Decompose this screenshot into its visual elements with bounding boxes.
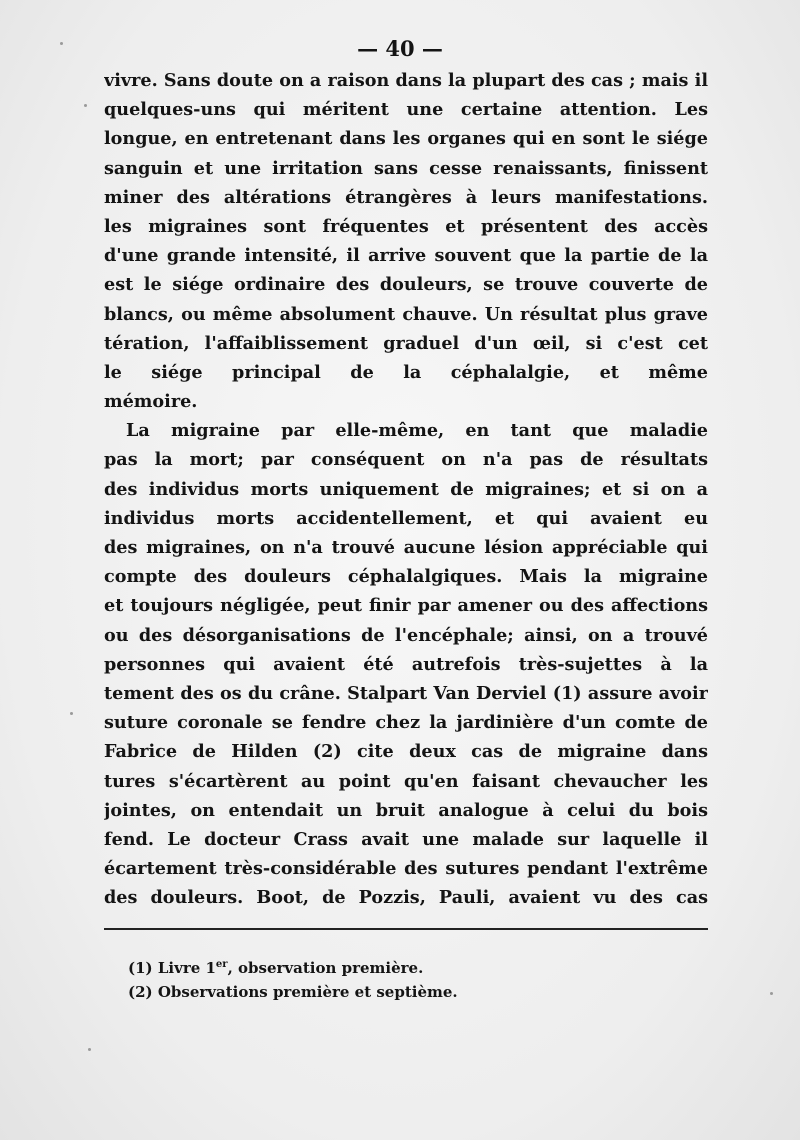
- text-line: vivre. Sans doute on a raison dans la plupart des cas ; mais il: [104, 70, 708, 91]
- text-line: des migraines, on n'a trouvé aucune lésion appréciable qui: [104, 537, 708, 559]
- text-line: Fabrice de Hilden (2) cite deux cas de migraine dans: [104, 741, 708, 763]
- footnote-1: [128, 953, 458, 980]
- footnote-1-rest: , observation première.: [227, 959, 424, 977]
- text-line: d'une grande intensité, il arrive souvent que la partie de la: [104, 245, 708, 267]
- text-line: jointes, on entendait un bruit analogue à celui du bois: [104, 799, 708, 821]
- footnotes: [128, 953, 458, 1004]
- paper-speck: [88, 1048, 91, 1051]
- text-line: ou des désorganisations de l'encéphale; ainsi, on a trouvé: [104, 624, 708, 646]
- text-line: tération, l'affaiblissement graduel d'un œil, si c'est cet: [104, 332, 708, 354]
- paper-speck: [70, 712, 73, 715]
- text-line: et toujours négligée, peut finir par amener ou des affections: [104, 595, 708, 617]
- page-number: — 40 —: [357, 36, 443, 61]
- text-line: écartement très-considérable des sutures pendant l'extrême: [104, 858, 708, 880]
- text-line: longue, en entretenant dans les organes qui en sont le siége: [104, 128, 708, 150]
- text-line: compte des douleurs céphalalgiques. Mais la migraine: [104, 566, 708, 588]
- text-line: sanguin et une irritation sans cesse renaissants, finissent: [104, 157, 708, 179]
- text-line: mémoire.: [104, 391, 198, 413]
- text-line: pas la mort; par conséquent on n'a pas de résultats: [104, 449, 708, 471]
- text-line: tures s'écartèrent au point qu'en faisant chevaucher les: [104, 770, 708, 792]
- text-line: les migraines sont fréquentes et présentent des accès: [104, 215, 708, 237]
- text-line: blancs, ou même absolument chauve. Un résultat plus grave: [104, 303, 708, 325]
- paper-speck: [60, 42, 63, 45]
- text-line: La migraine par elle-même, en tant que maladie: [126, 420, 708, 442]
- footnote-1-text: (1) Livre 1: [128, 959, 216, 977]
- text-line: est le siége ordinaire des douleurs, se trouve couverte de: [104, 274, 708, 296]
- text-line: quelques-uns qui méritent une certaine attention. Les: [104, 99, 708, 121]
- text-line: personnes qui avaient été autrefois très-sujettes à la: [104, 653, 708, 675]
- footnote-divider: [104, 928, 708, 930]
- footnote-1-superscript: er: [215, 959, 228, 970]
- text-line: suture coronale se fendre chez la jardinière d'un comte de: [104, 712, 708, 734]
- footnote-2: (2) Observations première et septième.: [128, 983, 458, 1001]
- text-line: le siége principal de la céphalalgie, et même: [104, 361, 708, 383]
- text-line: miner des altérations étrangères à leurs manifestations.: [104, 186, 708, 208]
- paper-speck: [770, 992, 773, 995]
- paper-speck: [84, 104, 87, 107]
- text-line: des individus morts uniquement de migraines; et si on a: [104, 478, 708, 500]
- text-line: tement des os du crâne. Stalpart Van Derviel (1) assure avoir: [104, 682, 708, 704]
- body-text: [104, 66, 708, 912]
- text-line: individus morts accidentellement, et qui avaient eu: [104, 507, 708, 529]
- text-line: fend. Le docteur Crass avait une malade sur laquelle il: [104, 828, 708, 850]
- text-line: des douleurs. Boot, de Pozzis, Pauli, avaient vu des cas: [104, 887, 708, 909]
